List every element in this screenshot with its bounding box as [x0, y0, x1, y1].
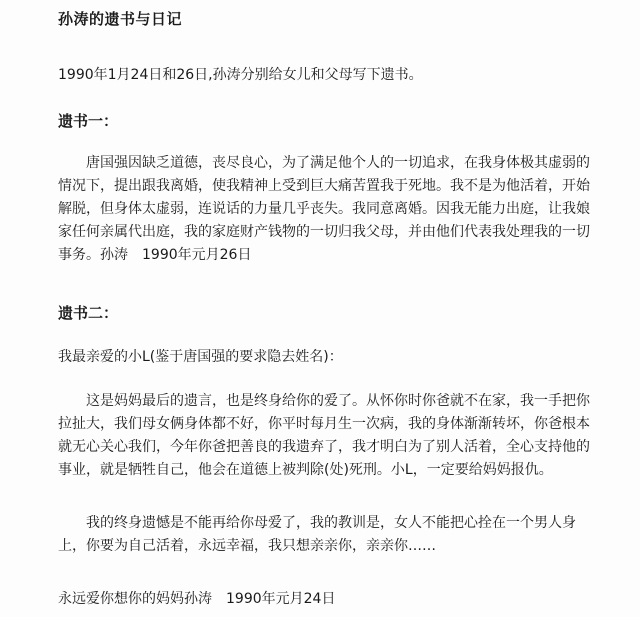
letter-two-line: 我的终身遗憾是不能再给你母爱了，我的教训是，女人不能把心拴在一个男人身 — [86, 515, 576, 531]
letter-one-line: 情况下，提出跟我离婚，使我精神上受到巨大痛苦置我于死地。我不是为他活着，开始 — [58, 178, 590, 194]
letter-two-line: 拉扯大，我们母女俩身体都不好，你平时每月生一次病，我的身体渐渐转坏，你爸根本 — [58, 416, 590, 432]
letter-one-line: 解脱，但身体太虚弱，连说话的力量几乎丧失。我同意离婚。因我无能力出庭，让我娘 — [58, 201, 590, 217]
letter-two-signature: 永远爱你想你的妈妈孙涛 — [58, 591, 212, 607]
letter-two-line: 上，你要为自己活着，永远幸福，我只想亲亲你，亲亲你…… — [58, 538, 436, 554]
letter-one-body — [58, 152, 618, 267]
letter-one-line: 家任何亲属代出庭，我的家庭财产钱物的一切归我父母，并由他们代表我处理我的一切 — [58, 224, 590, 240]
letter-one-line: 唐国强因缺乏道德，丧尽良心，为了满足他个人的一切追求，在我身体极其虚弱的 — [86, 155, 590, 171]
letter-two-heading: 遗书二： — [58, 304, 119, 322]
document-title: 孙涛的遗书与日记 — [58, 10, 183, 28]
letter-two-line: 这是妈妈最后的遗言，也是终身给你的爱了。从怀你时你爸就不在家，我一手把你 — [86, 393, 590, 409]
letter-two-salutation: 我最亲爱的小L(鉴于唐国强的要求隐去姓名)： — [58, 349, 343, 365]
intro-text: 1990年1月24日和26日,孙涛分别给女儿和父母写下遗书。 — [58, 67, 423, 83]
letter-two-date: 1990年元月24日 — [226, 591, 336, 607]
letter-two-signature-line — [58, 588, 335, 608]
letter-one-heading: 遗书一： — [58, 112, 119, 130]
letter-two-paragraph-one — [58, 390, 618, 482]
letter-two-line: 就无心关心我们，今年你爸把善良的我遗弃了，我才明白为了别人活着，全心支持他的 — [58, 439, 590, 455]
letter-two-paragraph-two — [58, 512, 618, 558]
letter-one-line: 事务。孙涛 1990年元月26日 — [58, 247, 252, 263]
letter-two-line: 事业，就是牺牲自己，他会在道德上被判除(处)死刑。小L，一定要给妈妈报仇。 — [58, 462, 553, 478]
